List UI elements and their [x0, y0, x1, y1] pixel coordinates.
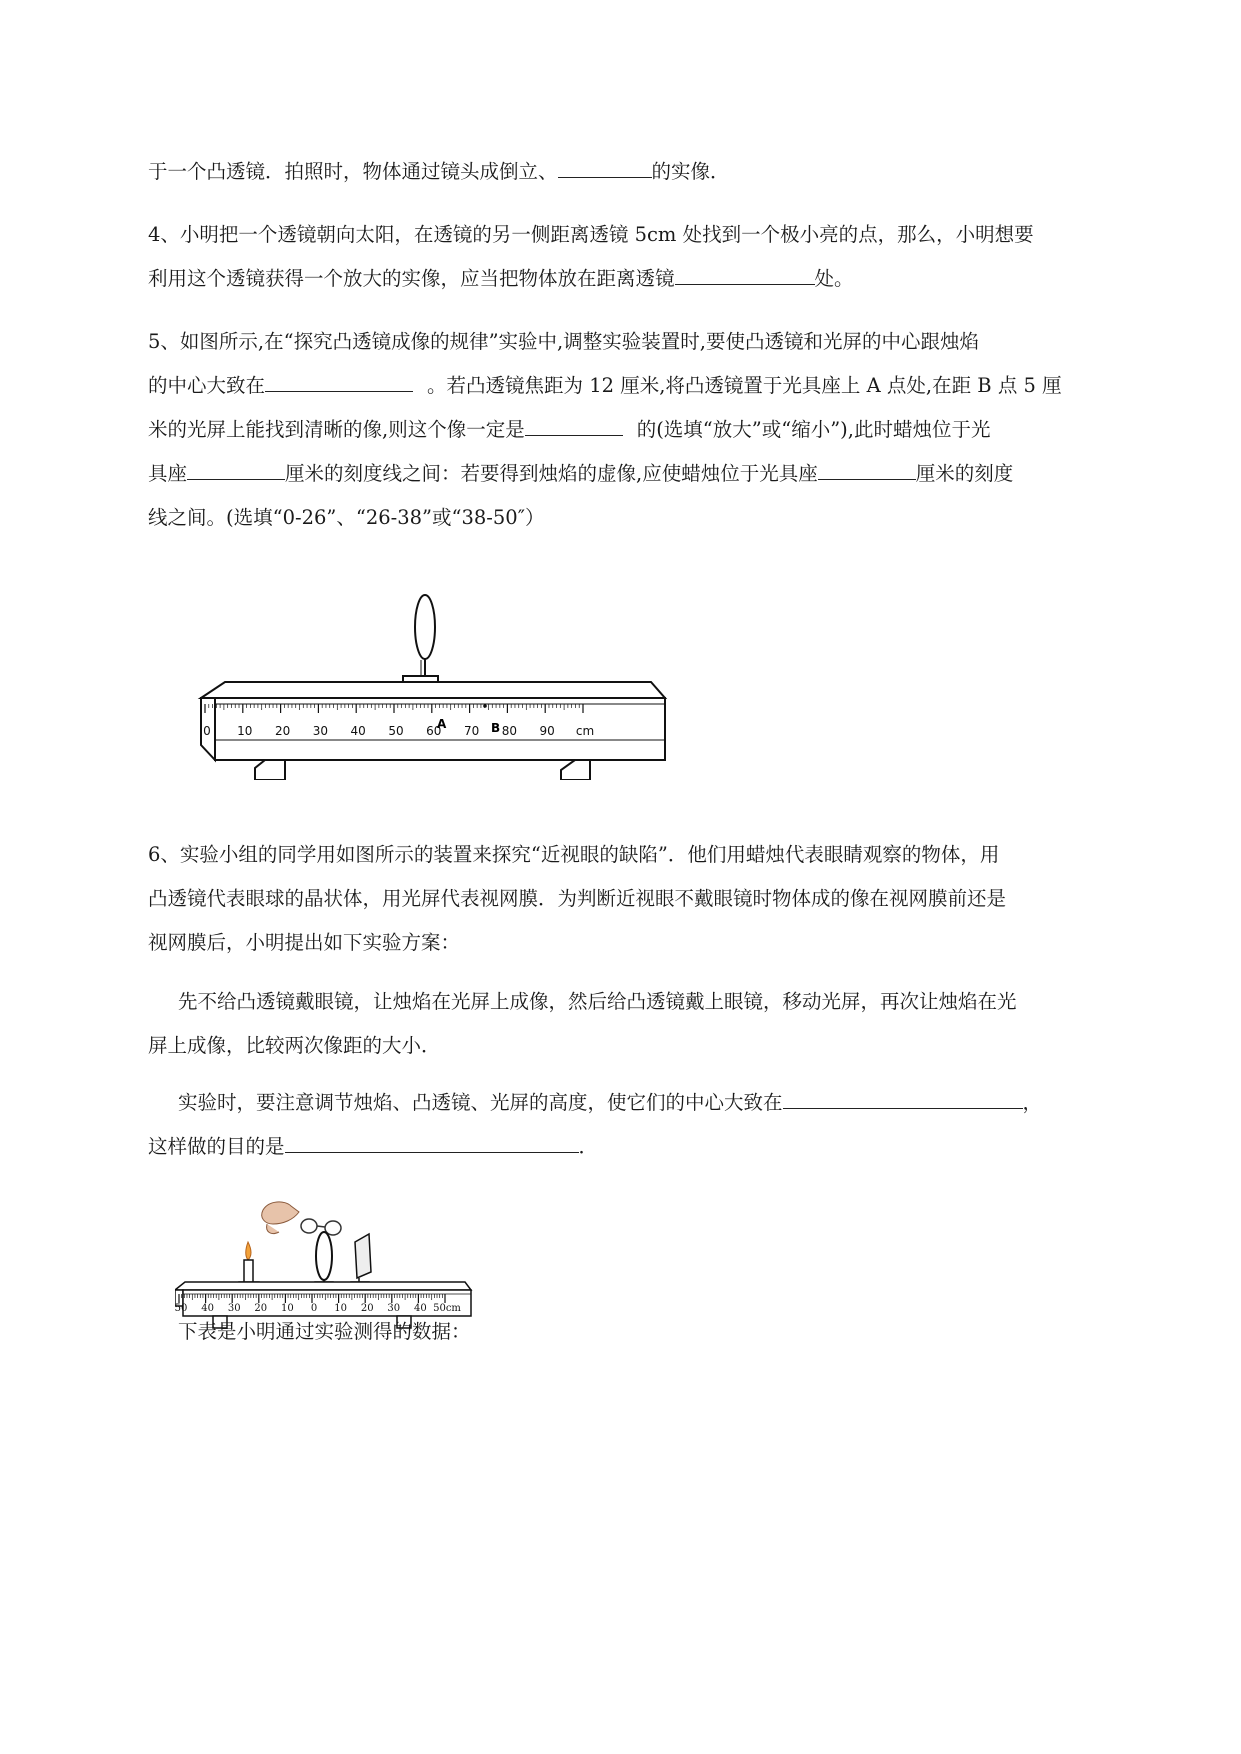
text-line: 利用这个透镜获得一个放大的实像，应当把物体放在距离透镜 处。	[148, 257, 1148, 301]
text-line: 的中心大致在 。若凸透镜焦距为 12 厘米,将凸透镜置于光具座上 A 点处,在距 B 点 5 厘	[148, 364, 1148, 408]
ruler-tick-label: cm	[575, 724, 595, 738]
answer-blank[interactable]	[265, 371, 413, 392]
question-6-plan	[148, 980, 1148, 1068]
ruler-tick-label: 50	[175, 1303, 188, 1314]
ruler-tick-label: 60	[426, 724, 442, 738]
table-intro	[148, 1310, 1148, 1354]
answer-blank[interactable]	[525, 415, 623, 436]
ruler-tick-label: 20	[254, 1303, 268, 1314]
ruler-tick-label: 10	[281, 1303, 294, 1314]
point-b-marker	[483, 704, 487, 708]
optical-bench-figure	[195, 580, 675, 780]
ruler-tick-label: 30	[387, 1303, 401, 1314]
point-a-label: A	[437, 717, 447, 731]
ruler-tick-label: 90	[539, 724, 555, 738]
text-line: 实验时，要注意调节烛焰、凸透镜、光屏的高度，使它们的中心大致在 ，	[148, 1081, 1148, 1125]
ruler-tick-label: 40	[414, 1303, 427, 1314]
text-line: 于一个凸透镜．拍照时，物体通过镜头成倒立、 的实像．	[148, 150, 1148, 194]
answer-blank[interactable]	[187, 459, 285, 480]
ruler-tick-label: 20	[360, 1303, 374, 1314]
question-3-tail	[148, 150, 1148, 194]
convex-lens-icon	[315, 1232, 333, 1288]
question-4	[148, 213, 1148, 301]
ruler-tick-label: 70	[463, 724, 480, 738]
text-line: 屏上成像，比较两次像距的大小．	[148, 1034, 441, 1057]
ruler-tick-label: 0	[203, 724, 211, 738]
answer-blank[interactable]	[783, 1088, 1023, 1109]
text-line: 5、如图所示,在“探究凸透镜成像的规律”实验中,调整实验装置时,要使凸透镜和光屏的中心跟烛焰	[148, 330, 979, 353]
question-6	[148, 833, 1148, 965]
answer-blank[interactable]	[285, 1132, 579, 1153]
ruler-tick-label: 80	[501, 724, 518, 738]
question-6-blanks	[148, 1081, 1148, 1169]
question-5	[148, 320, 1148, 540]
text-line: 6、实验小组的同学用如图所示的装置来探究“近视眼的缺陷”．他们用蜡烛代表眼睛观察的物体，用	[148, 843, 1000, 866]
text-line: 先不给凸透镜戴眼镜，让烛焰在光屏上成像，然后给凸透镜戴上眼镜，移动光屏，再次让烛焰在光	[178, 990, 1017, 1013]
point-b-label: B	[491, 721, 501, 735]
ruler-tick-label: 10	[334, 1303, 347, 1314]
text-line: 凸透镜代表眼球的晶状体，用光屏代表视网膜．为判断近视眼不戴眼镜时物体成的像在视网膜前还是	[148, 887, 1007, 910]
ruler-tick-label: 40	[350, 724, 366, 738]
text-line: 米的光屏上能找到清晰的像,则这个像一定是 的(选填“放大”或“缩小”),此时蜡烛位于光	[148, 408, 1148, 452]
text-line: 下表是小明通过实验测得的数据：	[178, 1320, 471, 1343]
text-line: 4、小明把一个透镜朝向太阳，在透镜的另一侧距离透镜 5cm 处找到一个极小亮的点，那么，小明想要	[148, 223, 1034, 246]
candle-icon	[239, 1242, 259, 1288]
ruler-tick-label: 50	[388, 724, 404, 738]
answer-blank[interactable]	[675, 264, 815, 285]
text-line: 视网膜后，小明提出如下实验方案：	[148, 931, 461, 954]
ruler-tick-label: 20	[274, 724, 291, 738]
text-line: 具座 厘米的刻度线之间：若要得到烛焰的虚像,应使蜡烛位于光具座 厘米的刻度	[148, 452, 1148, 496]
ruler-tick-label: 0	[310, 1303, 318, 1314]
light-screen-icon	[351, 1234, 371, 1288]
text-line: 这样做的目的是 ．	[148, 1125, 1148, 1169]
answer-blank[interactable]	[558, 157, 652, 178]
ruler-tick-label: 40	[201, 1303, 214, 1314]
hand-with-glasses-icon	[262, 1202, 341, 1235]
answer-blank[interactable]	[818, 459, 916, 480]
ruler-tick-label: 30	[312, 724, 329, 738]
text-line: 线之间。(选填“0-26”、“26-38”或“38-50″）	[148, 506, 545, 529]
ruler-tick-label: 30	[227, 1303, 241, 1314]
ruler-tick-label: 50cm	[433, 1303, 461, 1314]
ruler-tick-label: 10	[237, 724, 253, 738]
